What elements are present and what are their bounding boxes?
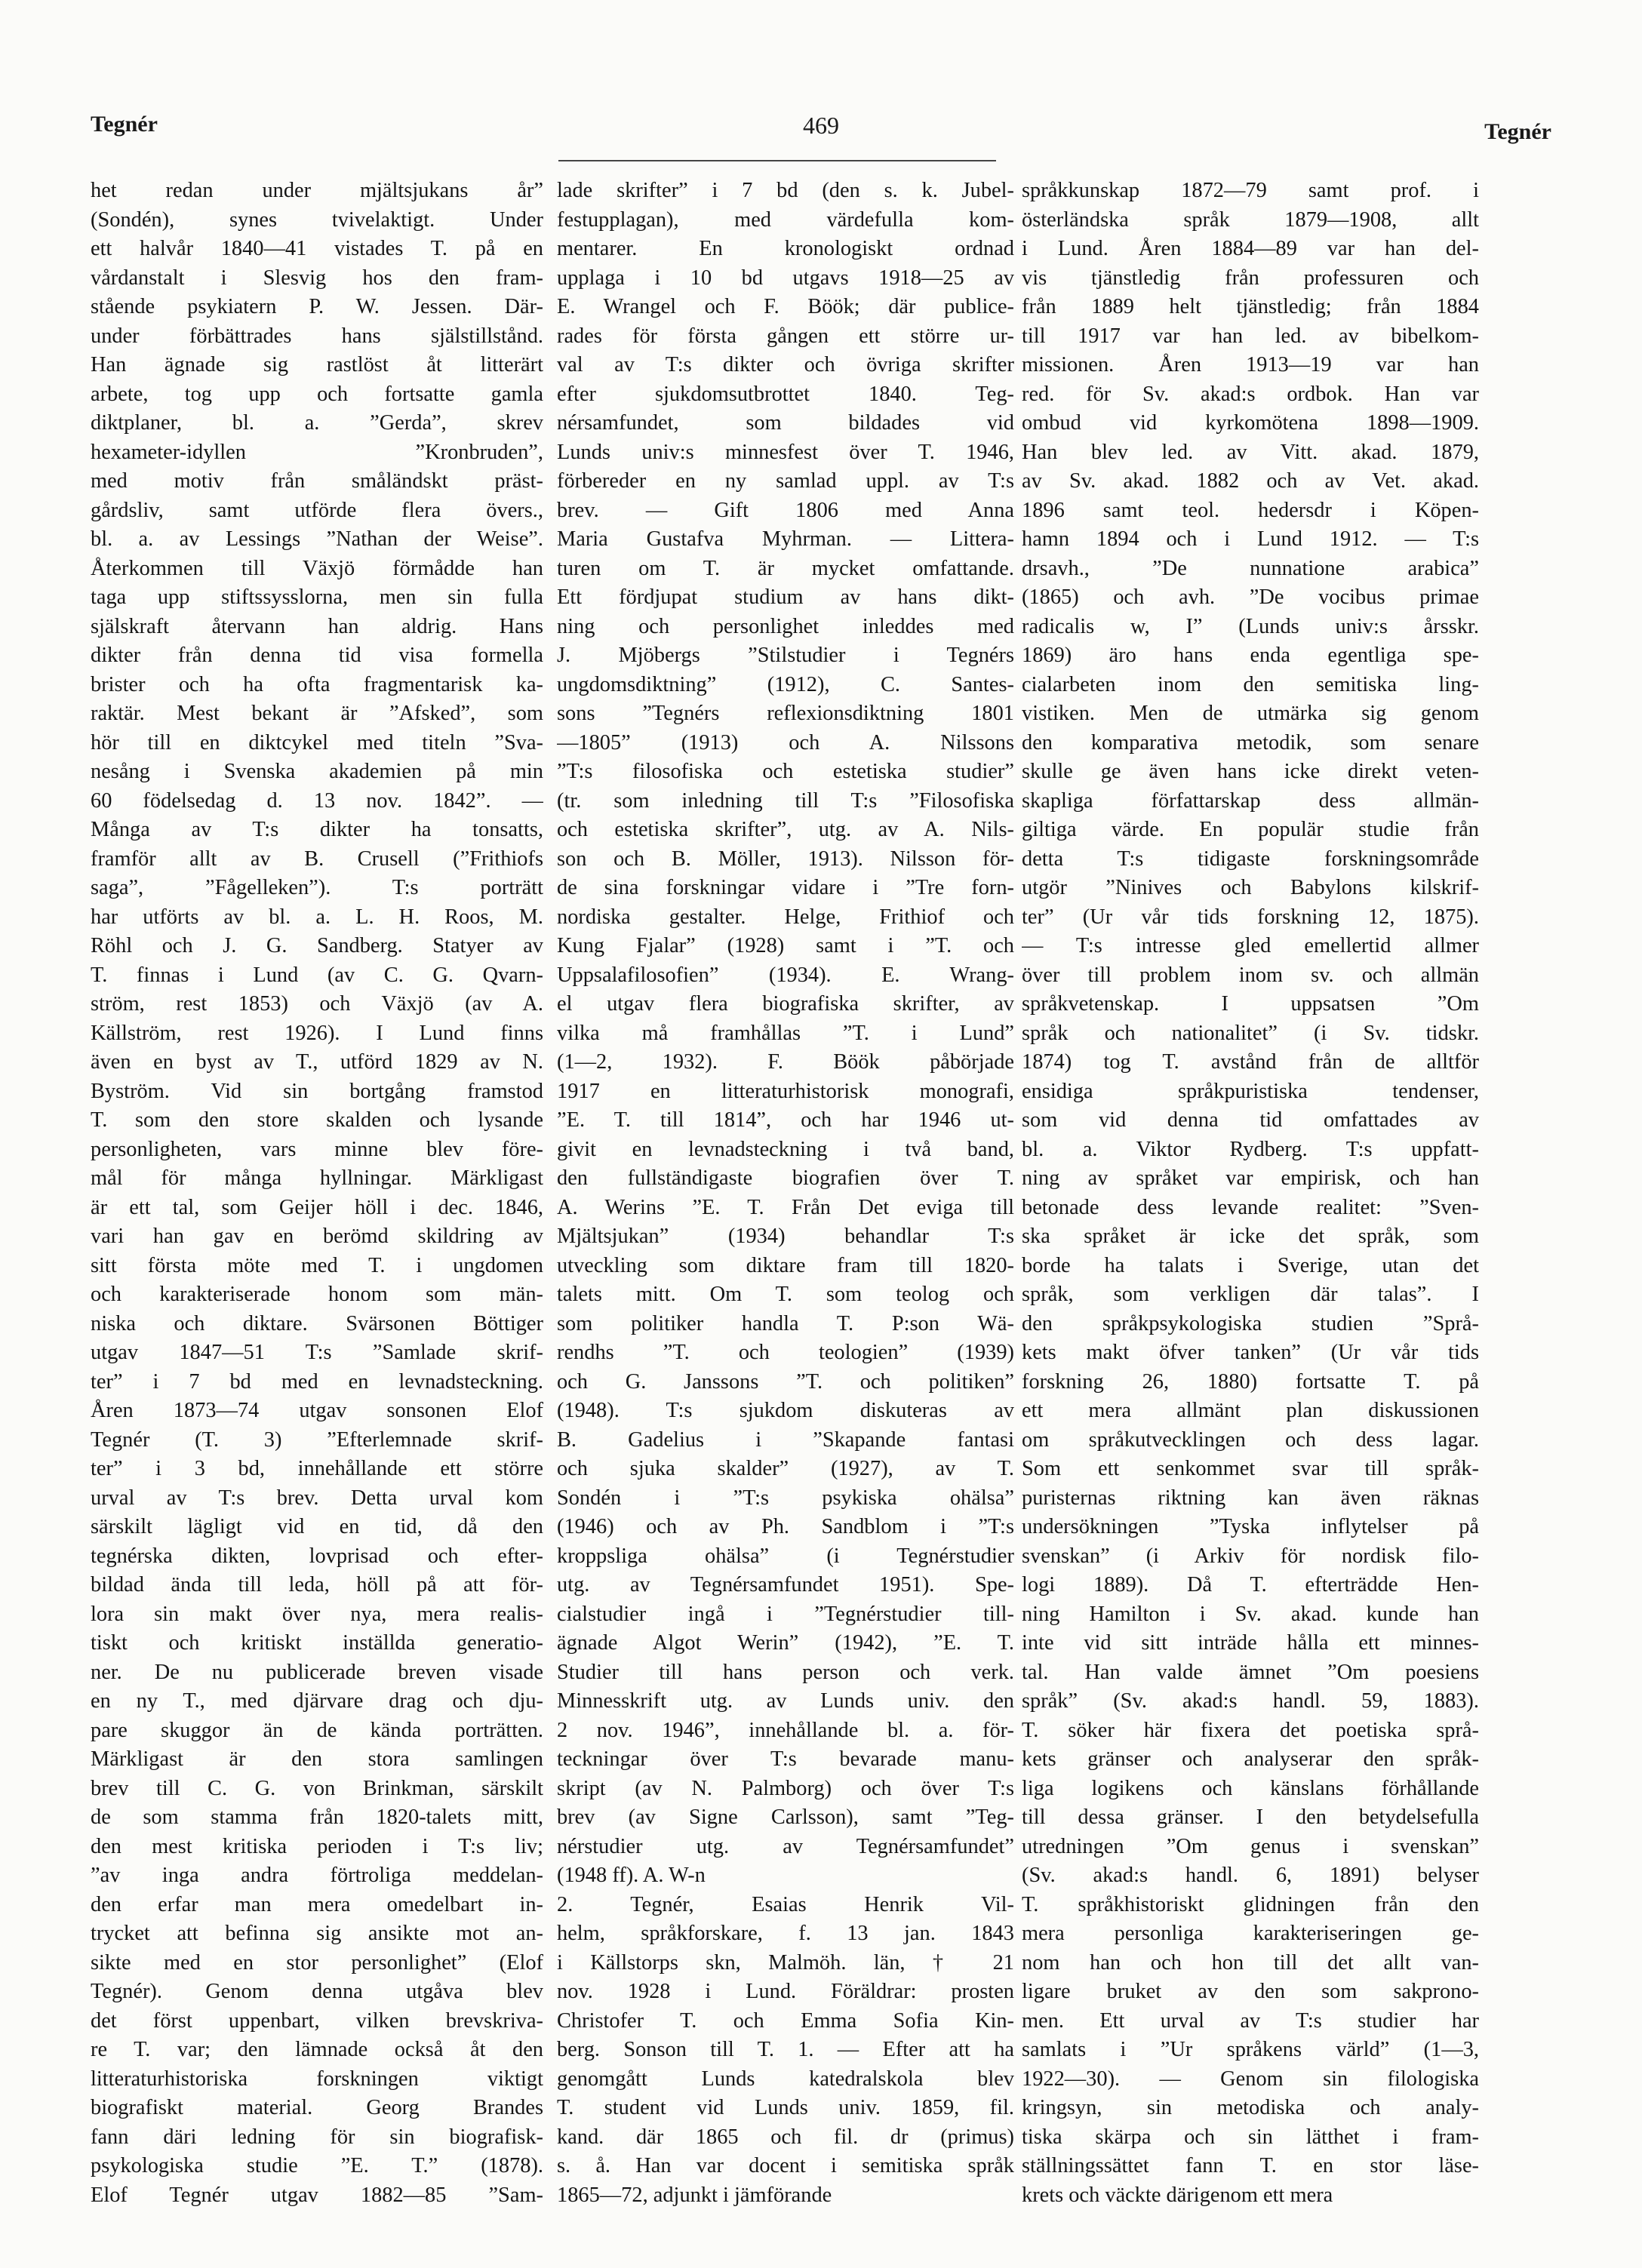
text-line: språkvetenskap. I uppsatsen ”Om xyxy=(1022,992,1479,1016)
text-line: av Sv. akad. 1882 och av Vet. akad. xyxy=(1022,469,1479,493)
text-line: 1896 samt teol. hedersdr i Köpen- xyxy=(1022,498,1479,522)
text-line: 1865—72, adjunkt i jämförande xyxy=(557,2183,832,2207)
text-line: niska och diktare. Svärsonen Böttiger xyxy=(91,1311,543,1335)
text-line: de som stamma från 1820-talets mitt, xyxy=(91,1805,543,1829)
text-line: under förbättrades hans själstillstånd. xyxy=(91,324,543,348)
text-line: 2. Tegnér, Esaias Henrik Vil- xyxy=(557,1892,1014,1916)
text-line: skript (av N. Palmborg) och över T:s xyxy=(557,1776,1014,1800)
text-line: trycket att befinna sig ansikte mot an- xyxy=(91,1922,543,1945)
text-line: ungdomsdiktning” (1912), C. Santes- xyxy=(557,672,1014,696)
text-line: vilka må framhållas ”T. i Lund” xyxy=(557,1021,1014,1045)
text-line: mentarer. En kronologiskt ordnad xyxy=(557,237,1014,260)
text-line: 1869) äro hans enda egentliga spe- xyxy=(1022,644,1479,667)
text-line: svenskan” (i Arkiv för nordisk filo- xyxy=(1022,1544,1479,1568)
text-line: till dessa gränser. I den betydelsefulla xyxy=(1022,1805,1479,1829)
header-right-title: Tegnér xyxy=(1484,119,1551,144)
text-line: saga”, ”Fågelleken”). T:s porträtt xyxy=(91,876,543,899)
text-line: raktär. Mest bekant är ”Afsked”, som xyxy=(91,702,543,725)
text-line: ligare bruket av den som sakprono- xyxy=(1022,1980,1479,2003)
text-line: taga upp stiftssysslorna, men sin fulla xyxy=(91,585,543,609)
text-line: brev. — Gift 1806 med Anna xyxy=(557,498,1014,522)
text-line: Studier till hans person och verk. xyxy=(557,1660,1014,1684)
text-line: vårdanstalt i Slesvig hos den fram- xyxy=(91,266,543,290)
text-line: kets makt öfver tanken” (Ur vår tids xyxy=(1022,1341,1479,1364)
text-line: kroppsliga ohälsa” (i Tegnérstudier xyxy=(557,1544,1014,1568)
text-line: T. student vid Lunds univ. 1859, fil. xyxy=(557,2096,1014,2119)
text-line: Maria Gustafva Myhrman. — Littera- xyxy=(557,527,1014,551)
text-line: ning och personlighet inleddes med xyxy=(557,614,1014,638)
text-line: Minnesskrift utg. av Lunds univ. den xyxy=(557,1689,1014,1713)
text-line: ensidiga språkpuristiska tendenser, xyxy=(1022,1079,1479,1103)
text-line: inte vid sitt inträde hålla ett minnes- xyxy=(1022,1631,1479,1655)
text-line: den fullständigaste biografien över T. xyxy=(557,1166,1014,1190)
text-line: (1948 ff). A. W-n xyxy=(557,1864,706,1887)
text-line: (1—2, 1932). F. Böök påbörjade xyxy=(557,1050,1014,1074)
text-line: T. språkhistoriskt glidningen från den xyxy=(1022,1892,1479,1916)
text-line: 60 födelsedag d. 13 nov. 1842”. — xyxy=(91,788,543,813)
text-line: ter” i 3 bd, innehållande ett större xyxy=(91,1457,543,1480)
text-line: (Sv. akad:s handl. 6, 1891) belyser xyxy=(1022,1864,1479,1887)
text-line: och G. Janssons ”T. och politiken” xyxy=(557,1369,1014,1394)
text-line: tegnérska dikten, lovprisad och efter- xyxy=(91,1544,543,1568)
text-line: nérstudier utg. av Tegnérsamfundet” xyxy=(557,1834,1014,1858)
page-number: 469 xyxy=(803,112,839,139)
text-line: litteraturhistoriska forskningen viktigt xyxy=(91,2067,543,2091)
text-line: forskning 26, 1880) fortsatte T. på xyxy=(1022,1369,1479,1394)
text-line: nom han och hon till det allt van- xyxy=(1022,1950,1479,1975)
text-line: brev (av Signe Carlsson), samt ”Teg- xyxy=(557,1805,1014,1829)
text-line: givit en levnadsteckning i två band, xyxy=(557,1137,1014,1161)
text-line: sikte med en stor personlighet” (Elof xyxy=(91,1950,543,1975)
text-line: kringsyn, sin metodiska och analy- xyxy=(1022,2096,1479,2119)
text-line: tiskt och kritiskt inställda generatio- xyxy=(91,1631,543,1655)
text-line: s. å. Han var docent i semitiska språk xyxy=(557,2154,1014,2177)
text-line: tal. Han valde ämnet ”Om poesiens xyxy=(1022,1660,1479,1684)
text-line: vistiken. Men de utmärka sig genom xyxy=(1022,702,1479,725)
text-line: den mest kritiska perioden i T:s liv; xyxy=(91,1834,543,1858)
text-line: T. söker här fixera det poetiska språ- xyxy=(1022,1718,1479,1742)
text-line: Röhl och J. G. Sandberg. Statyer av xyxy=(91,934,543,957)
text-line: österländska språk 1879—1908, allt xyxy=(1022,207,1479,232)
text-line: samlats i ”Ur språkens värld” (1—3, xyxy=(1022,2038,1479,2061)
text-line: ning Hamilton i Sv. akad. kunde han xyxy=(1022,1602,1479,1626)
text-line: och estetiska skrifter”, utg. av A. Nils- xyxy=(557,818,1014,841)
text-line: efter sjukdomsutbrottet 1840. Teg- xyxy=(557,382,1014,406)
text-line: 1874) tog T. avstånd från de alltför xyxy=(1022,1050,1479,1074)
text-line: B. Gadelius i ”Skapande fantasi xyxy=(557,1427,1014,1452)
text-line: ett halvår 1840—41 vistades T. på en xyxy=(91,237,543,260)
text-line: borde ha talats i Sverige, utan det xyxy=(1022,1253,1479,1277)
text-line: red. för Sv. akad:s ordbok. Han var xyxy=(1022,382,1479,406)
text-line: Som ett senkommet svar till språk- xyxy=(1022,1457,1479,1480)
text-line: nov. 1928 i Lund. Föräldrar: prosten xyxy=(557,1980,1014,2003)
text-line: från 1889 helt tjänstledig; från 1884 xyxy=(1022,295,1479,318)
text-line: sons ”Tegnérs reflexionsdiktning 1801 xyxy=(557,702,1014,725)
text-line: arbete, tog upp och fortsatte gamla xyxy=(91,382,543,406)
text-line: E. Wrangel och F. Böök; där publice- xyxy=(557,295,1014,318)
text-line: son och B. Möller, 1913). Nilsson för- xyxy=(557,847,1014,871)
text-line: genomgått Lunds katedralskola blev xyxy=(557,2067,1014,2091)
text-line: psykologiska studie ”E. T.” (1878). xyxy=(91,2154,543,2177)
text-line: som politiker handla T. P:son Wä- xyxy=(557,1311,1014,1335)
text-line: Han ägnade sig rastlöst åt litterärt xyxy=(91,353,543,376)
text-line: rades för första gången ett större ur- xyxy=(557,324,1014,348)
text-line: nesång i Svenska akademien på min xyxy=(91,760,543,783)
text-line: har utförts av bl. a. L. H. Roos, M. xyxy=(91,905,543,929)
text-line: ska språket är icke det språk, som xyxy=(1022,1225,1479,1248)
text-line: ”E. T. till 1814”, och har 1946 ut- xyxy=(557,1108,1014,1132)
text-line: Tegnér). Genom denna utgåva blev xyxy=(91,1980,543,2003)
text-line: i Lund. Åren 1884—89 var han del- xyxy=(1022,237,1479,260)
text-line: den komparativa metodik, som senare xyxy=(1022,730,1479,754)
text-line: till 1917 var han led. av bibelkom- xyxy=(1022,324,1479,348)
text-line: nordiska gestalter. Helge, Frithiof och xyxy=(557,905,1014,929)
text-line: hamn 1894 och i Lund 1912. — T:s xyxy=(1022,527,1479,551)
text-line: rendhs ”T. och teologien” (1939) xyxy=(557,1341,1014,1364)
text-line: över till problem inom sv. och allmän xyxy=(1022,963,1479,987)
text-line: —1805” (1913) och A. Nilssons xyxy=(557,730,1014,754)
text-line: språkkunskap 1872—79 samt prof. i xyxy=(1022,179,1479,202)
header-rule xyxy=(558,160,996,161)
text-line: 1917 en litteraturhistorisk monografi, xyxy=(557,1079,1014,1103)
text-line: särskilt lägligt vid en tid, då den xyxy=(91,1515,543,1538)
text-column-3 xyxy=(1022,177,1479,2210)
text-line: bildad ända till leda, höll på att för- xyxy=(91,1573,543,1597)
text-line: ter” (Ur vår tids forskning 12, 1875). xyxy=(1022,905,1479,929)
text-line: biografiskt material. Georg Brandes xyxy=(91,2096,543,2119)
text-line: hexameter-idyllen ”Kronbruden”, xyxy=(91,440,543,464)
text-line: tiska skärpa och sin lätthet i fram- xyxy=(1022,2125,1479,2149)
text-line: ter” i 7 bd med en levnadsteckning. xyxy=(91,1369,543,1394)
text-line: re T. var; den lämnade också åt den xyxy=(91,2038,543,2061)
text-line: i Källstorps skn, Malmöh. län, † 21 xyxy=(557,1950,1014,1975)
text-line: dikter från denna tid visa formella xyxy=(91,644,543,667)
text-line: el utgav flera biografiska skrifter, av xyxy=(557,992,1014,1016)
text-line: pare skuggor än de kända porträtten. xyxy=(91,1718,543,1742)
text-line: språk och nationalitet” (i Sv. tidskr. xyxy=(1022,1021,1479,1045)
text-line: Elof Tegnér utgav 1882—85 ”Sam- xyxy=(91,2183,543,2207)
text-line: är ett tal, som Geijer höll i dec. 1846, xyxy=(91,1195,543,1219)
text-line: Återkommen till Växjö förmådde han xyxy=(91,556,543,580)
text-line: de sina forskningar vidare i ”Tre forn- xyxy=(557,876,1014,899)
text-line: J. Mjöbergs ”Stilstudier i Tegnérs xyxy=(557,644,1014,667)
text-line: teckningar över T:s bevarade manu- xyxy=(557,1747,1014,1771)
text-column-2 xyxy=(557,177,1014,2210)
text-line: lade skrifter” i 7 bd (den s. k. Jubel- xyxy=(557,179,1014,202)
text-line: brev till C. G. von Brinkman, särskilt xyxy=(91,1776,543,1800)
text-line: själskraft återvann han aldrig. Hans xyxy=(91,614,543,638)
text-line: (1948). T:s sjukdom diskuteras av xyxy=(557,1399,1014,1422)
text-line: Sondén i ”T:s psykiska ohälsa” xyxy=(557,1486,1014,1510)
text-line: ett mera allmänt plan diskussionen xyxy=(1022,1399,1479,1422)
text-line: gårdsliv, samt utförde flera övers., xyxy=(91,498,543,522)
text-line: 2 nov. 1946”, innehållande bl. a. för- xyxy=(557,1718,1014,1742)
text-line: puristernas riktning kan även räknas xyxy=(1022,1486,1479,1510)
text-line: Källström, rest 1926). I Lund finns xyxy=(91,1021,543,1045)
text-line: med motiv från småländskt präst- xyxy=(91,469,543,493)
text-line: Byström. Vid sin bortgång framstod xyxy=(91,1079,543,1103)
text-line: Han blev led. av Vitt. akad. 1879, xyxy=(1022,440,1479,464)
text-line: ägnade Algot Werin” (1942), ”E. T. xyxy=(557,1631,1014,1655)
text-line: T. som den store skalden och lysande xyxy=(91,1108,543,1132)
text-line: (1865) och avh. ”De vocibus primae xyxy=(1022,585,1479,609)
text-line: T. finnas i Lund (av C. G. Qvarn- xyxy=(91,963,543,987)
text-line: krets och väckte därigenom ett mera xyxy=(1022,2183,1333,2207)
text-line: stående psykiatern P. W. Jessen. Där- xyxy=(91,295,543,318)
text-line: språk, som verkligen där talas”. I xyxy=(1022,1283,1479,1306)
text-line: giltiga värde. En populär studie från xyxy=(1022,818,1479,841)
text-line: vis tjänstledig från professuren och xyxy=(1022,266,1479,290)
text-line: utgav 1847—51 T:s ”Samlade skrif- xyxy=(91,1341,543,1364)
text-line: Ett fördjupat studium av hans dikt- xyxy=(557,585,1014,609)
running-header xyxy=(91,112,1551,154)
text-line: ning av språket var empirisk, och han xyxy=(1022,1166,1479,1190)
text-line: fann däri ledning för sin biografisk- xyxy=(91,2125,543,2149)
text-line: brister och ha ofta fragmentarisk ka- xyxy=(91,672,543,696)
text-line: skulle ge även hans icke direkt veten- xyxy=(1022,760,1479,783)
text-line: Många av T:s dikter ha tonsatts, xyxy=(91,818,543,841)
text-line: undersökningen ”Tyska inflytelser på xyxy=(1022,1515,1479,1538)
text-line: utgör ”Ninives och Babylons kilskrif- xyxy=(1022,876,1479,899)
text-line: utredningen ”Om genus i svenskan” xyxy=(1022,1834,1479,1858)
text-line: ”T:s filosofiska och estetiska studier” xyxy=(557,760,1014,783)
text-line: kets gränser och analyserar den språk- xyxy=(1022,1747,1479,1771)
text-line: betonade dess levande realitet: ”Sven- xyxy=(1022,1195,1479,1219)
text-line: lora sin makt över nya, mera realis- xyxy=(91,1602,543,1626)
text-line: (Sondén), synes tvivelaktigt. Under xyxy=(91,207,543,232)
text-line: diktplaner, bl. a. ”Gerda”, skrev xyxy=(91,411,543,435)
text-line: logi 1889). Då T. efterträdde Hen- xyxy=(1022,1573,1479,1597)
text-line: Christofer T. och Emma Sofia Kin- xyxy=(557,2008,1014,2033)
text-line: men. Ett urval av T:s studier har xyxy=(1022,2008,1479,2033)
text-line: Kung Fjalar” (1928) samt i ”T. och xyxy=(557,934,1014,957)
text-line: Tegnér (T. 3) ”Efterlemnade skrif- xyxy=(91,1427,543,1452)
text-line: Åren 1873—74 utgav sonsonen Elof xyxy=(91,1399,543,1422)
text-line: hör till en diktcykel med titeln ”Sva- xyxy=(91,730,543,754)
text-line: vari han gav en berömd skildring av xyxy=(91,1225,543,1248)
text-line: het redan under mjältsjukans år” xyxy=(91,179,543,202)
text-line: även en byst av T., utförd 1829 av N. xyxy=(91,1050,543,1074)
text-line: kand. där 1865 och fil. dr (primus) xyxy=(557,2125,1014,2149)
text-line: språk” (Sv. akad:s handl. 59, 1883). xyxy=(1022,1689,1479,1713)
text-line: och sjuka skalder” (1927), av T. xyxy=(557,1457,1014,1480)
text-line: det först uppenbart, vilken brevskriva- xyxy=(91,2008,543,2033)
text-line: cialarbeten inom den semitiska ling- xyxy=(1022,672,1479,696)
text-line: den erfar man mera omedelbart in- xyxy=(91,1892,543,1916)
text-line: ombud vid kyrkomötena 1898—1909. xyxy=(1022,411,1479,435)
text-line: — T:s intresse gled emellertid allmer xyxy=(1022,934,1479,957)
text-line: den språkpsykologiska studien ”Språ- xyxy=(1022,1311,1479,1335)
text-line: utveckling som diktare fram till 1820- xyxy=(557,1253,1014,1277)
text-line: nérsamfundet, som bildades vid xyxy=(557,411,1014,435)
text-line: cialstudier ingå i ”Tegnérstudier till- xyxy=(557,1602,1014,1626)
text-line: en ny T., med djärvare drag och dju- xyxy=(91,1689,543,1713)
header-left-title: Tegnér xyxy=(91,112,158,137)
text-line: ner. De nu publicerade breven visade xyxy=(91,1660,543,1684)
text-line: förbereder en ny samlad uppl. av T:s xyxy=(557,469,1014,493)
text-line: upplaga i 10 bd utgavs 1918—25 av xyxy=(557,266,1014,290)
text-line: om språkutvecklingen och dess lagar. xyxy=(1022,1427,1479,1452)
text-line: turen om T. är mycket omfattande. xyxy=(557,556,1014,580)
text-line: sitt första möte med T. i ungdomen xyxy=(91,1253,543,1277)
text-line: A. Werins ”E. T. Från Det eviga till xyxy=(557,1195,1014,1219)
text-line: som vid denna tid omfattades av xyxy=(1022,1108,1479,1132)
text-line: skapliga författarskap dess allmän- xyxy=(1022,788,1479,813)
text-line: talets mitt. Om T. som teolog och xyxy=(557,1283,1014,1306)
text-line: mål för många hyllningar. Märkligast xyxy=(91,1166,543,1190)
text-line: (1946) och av Ph. Sandblom i ”T:s xyxy=(557,1515,1014,1538)
text-line: mera personliga karakteriseringen ge- xyxy=(1022,1922,1479,1945)
text-line: bl. a. av Lessings ”Nathan der Weise”. xyxy=(91,527,543,551)
text-line: radicalis w, I” (Lunds univ:s årsskr. xyxy=(1022,614,1479,638)
text-line: framför allt av B. Crusell (”Frithiofs xyxy=(91,847,543,871)
text-line: bl. a. Viktor Rydberg. T:s uppfatt- xyxy=(1022,1137,1479,1161)
text-line: urval av T:s brev. Detta urval kom xyxy=(91,1486,543,1510)
text-line: festupplagan), med värdefulla kom- xyxy=(557,207,1014,232)
text-line: och karakteriserade honom som män- xyxy=(91,1283,543,1306)
text-line: Uppsalafilosofien” (1934). E. Wrang- xyxy=(557,963,1014,987)
text-line: berg. Sonson till T. 1. — Efter att ha xyxy=(557,2038,1014,2061)
text-line: Märkligast är den stora samlingen xyxy=(91,1747,543,1771)
text-line: Lunds univ:s minnesfest över T. 1946, xyxy=(557,440,1014,464)
text-line: ställningssättet fann T. en stor läse- xyxy=(1022,2154,1479,2177)
text-line: detta T:s tidigaste forskningsområde xyxy=(1022,847,1479,871)
text-line: val av T:s dikter och övriga skrifter xyxy=(557,353,1014,376)
text-line: personligheten, vars minne blev före- xyxy=(91,1137,543,1161)
text-line: helm, språkforskare, f. 13 jan. 1843 xyxy=(557,1922,1014,1945)
text-line: drsavh., ”De nunnatione arabica” xyxy=(1022,556,1479,580)
text-line: (tr. som inledning till T:s ”Filosofiska xyxy=(557,788,1014,813)
text-line: Mjältsjukan” (1934) behandlar T:s xyxy=(557,1225,1014,1248)
text-column-1 xyxy=(91,177,543,2210)
text-line: utg. av Tegnérsamfundet 1951). Spe- xyxy=(557,1573,1014,1597)
text-line: ”av inga andra förtroliga meddelan- xyxy=(91,1864,543,1887)
text-line: 1922—30). — Genom sin filologiska xyxy=(1022,2067,1479,2091)
text-line: missionen. Åren 1913—19 var han xyxy=(1022,353,1479,376)
text-line: liga logikens och känslans förhållande xyxy=(1022,1776,1479,1800)
text-line: ström, rest 1853) och Växjö (av A. xyxy=(91,992,543,1016)
